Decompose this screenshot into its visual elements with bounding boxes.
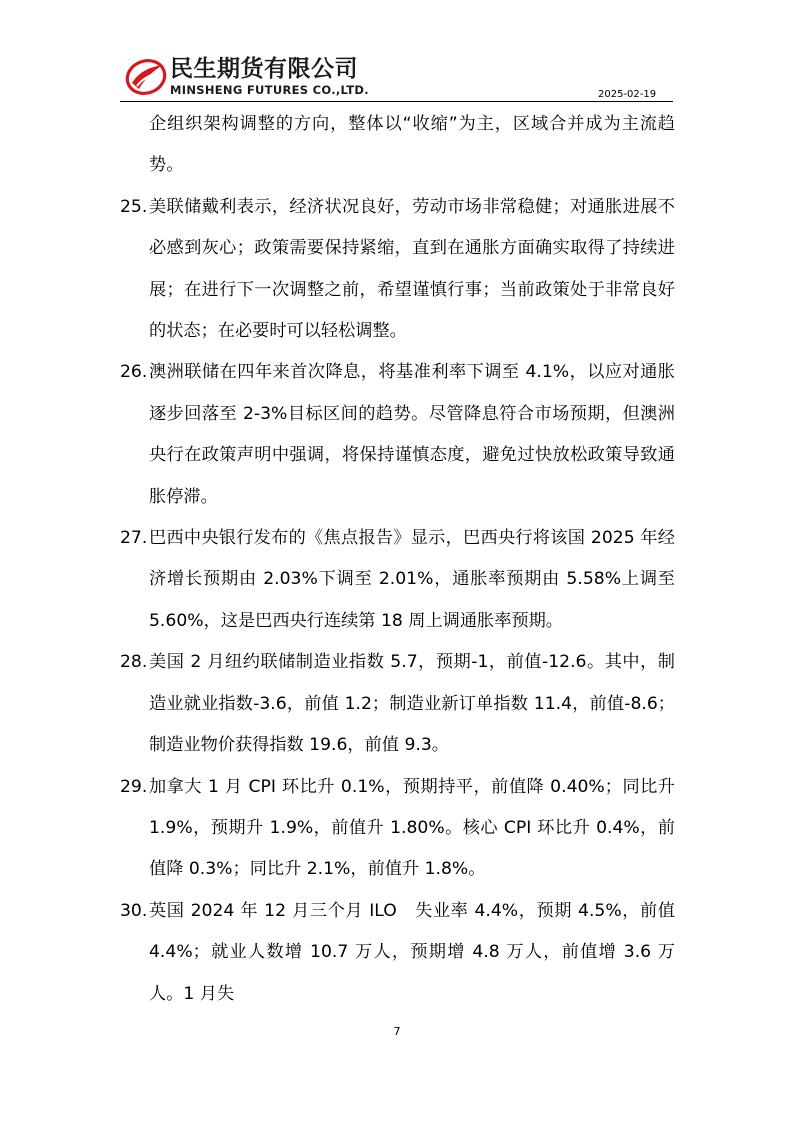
item-number: 25.	[120, 196, 148, 217]
item-text: 美联储戴利表示，经济状况良好，劳动市场非常稳健；对通胀进展不必感到灰心；政策需要保持紧缩，直到在通胀方面确实取得了持续进展；在进行下一次调整之前，希望谨慎行事；当前政策处于非常良好的状态；在必要时可以轻松调整。	[149, 196, 675, 342]
minsheng-logo-icon	[125, 56, 167, 98]
list-item-29	[120, 767, 675, 891]
list-item-26	[120, 352, 675, 518]
page-number: 7	[393, 1025, 401, 1038]
brand-name-cn: 民生期货有限公司	[170, 56, 358, 82]
item-text: 英国 2024 年 12 月三个月 ILO 失业率 4.4%，预期 4.5%，前值 4.4%；就业人数增 10.7 万人，预期增 4.8 万人，前值增 3.6 万人。1 月失	[149, 900, 675, 1004]
list-item-27	[120, 518, 675, 642]
item-text: 澳洲联储在四年来首次降息，将基准利率下调至 4.1%，以应对通胀逐步回落至 2-3%目标区间的趋势。尽管降息符合市场预期，但澳洲央行在政策声明中强调，将保持谨慎态度，避免过快放松政策导致通胀停滞。	[149, 362, 675, 507]
item-number: 27.	[120, 528, 148, 549]
item-text: 加拿大 1 月 CPI 环比升 0.1%，预期持平，前值降 0.40%；同比升 1.9%，预期升 1.9%，前值升 1.80%。核心 CPI 环比升 0.4%，前值降 0.3%；同比升 2.1%，前值升 1.8%。	[149, 776, 675, 880]
item-number: 28.	[120, 652, 148, 673]
brand-name-en: MINSHENG FUTURES CO.,LTD.	[170, 83, 369, 97]
list-item-28	[120, 642, 675, 766]
item-number: 29.	[120, 776, 148, 797]
page-content	[120, 104, 675, 1015]
report-date: 2025-02-19	[598, 89, 657, 100]
list-item-25	[120, 187, 675, 353]
item-number: 26.	[120, 362, 148, 383]
page-header	[0, 0, 794, 104]
continued-paragraph: 企组织架构调整的方向，整体以“收缩”为主，区域合并成为主流趋势。	[149, 114, 675, 176]
list-item-30	[120, 891, 675, 1015]
item-text: 美国 2 月纽约联储制造业指数 5.7，预期-1，前值-12.6。其中，制造业就业指数-3.6，前值 1.2；制造业新订单指数 11.4，前值-8.6；制造业物价获得指数 19.6，前值 9.3。	[149, 652, 675, 756]
item-text: 巴西中央银行发布的《焦点报告》显示，巴西央行将该国 2025 年经济增长预期由 2.03%下调至 2.01%，通胀率预期由 5.58%上调至 5.60%，这是巴西央行连续第 18 周上调通胀率预期。	[149, 528, 675, 631]
item-number: 30.	[120, 900, 148, 921]
header-divider	[120, 101, 673, 102]
